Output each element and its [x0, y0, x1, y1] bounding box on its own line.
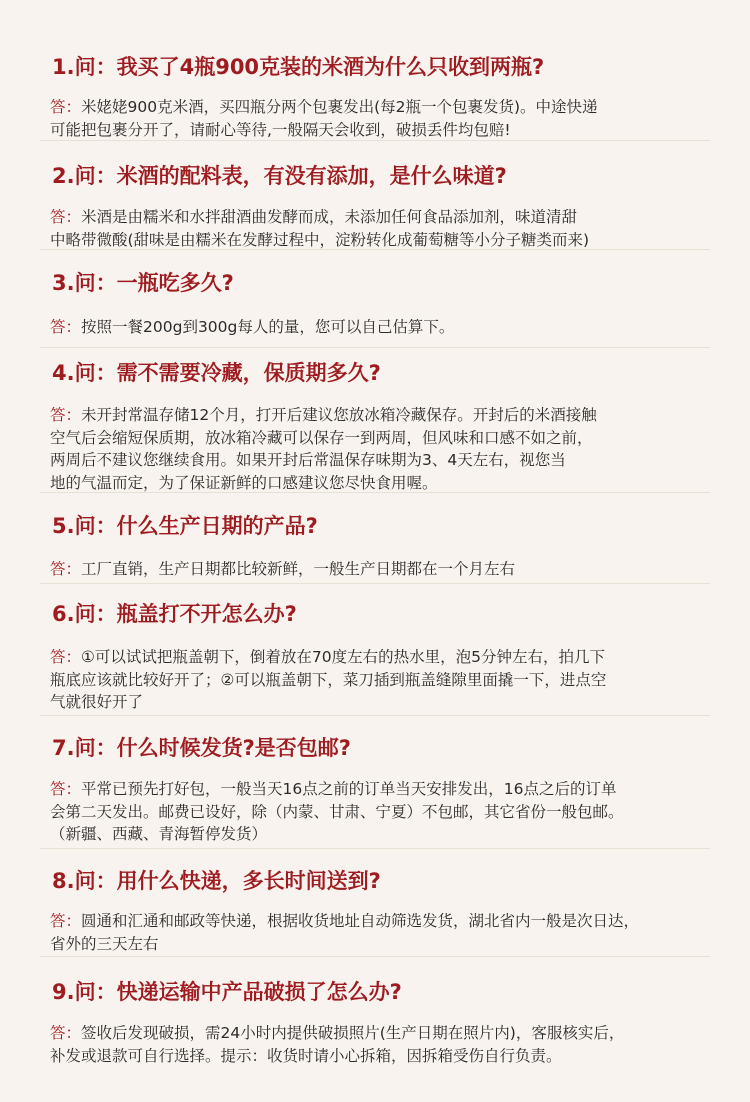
answer-line — [50, 472, 710, 495]
answer-prefix: 答： — [50, 208, 82, 226]
answer-text: 地的气温而定，为了保证新鲜的口感建议您尽快食用喔。 — [50, 473, 438, 492]
question-text: 用什么快递，多长时间送到? — [116, 869, 381, 893]
question-text: 米酒的配料表，有没有添加，是什么味道? — [116, 164, 507, 188]
faq-answer — [50, 646, 710, 714]
question-number: 7.问： — [52, 736, 117, 760]
answer-line — [50, 778, 710, 801]
faq-question — [52, 270, 234, 296]
answer-text: 省外的三天左右 — [50, 934, 159, 953]
faq-divider — [40, 492, 710, 493]
answer-text: 圆通和汇通和邮政等快递，根据收货地址自动筛选发货，湖北省内一般是次日达， — [81, 912, 640, 930]
answer-prefix: 答： — [50, 1024, 82, 1042]
answer-prefix: 答： — [50, 912, 82, 930]
answer-prefix: 答： — [50, 318, 82, 336]
answer-line — [50, 910, 710, 933]
faq-divider — [40, 140, 710, 141]
faq-divider — [40, 249, 710, 250]
answer-text: 空气后会缩短保质期，放冰箱冷藏可以保存一到两周，但风味和口感不如之前， — [50, 428, 593, 447]
faq-divider — [40, 956, 710, 957]
faq-divider — [40, 848, 710, 849]
answer-line — [50, 316, 710, 339]
question-text: 我买了4瓶900克装的米酒为什么只收到两瓶? — [116, 55, 545, 79]
question-text: 一瓶吃多久? — [116, 271, 234, 295]
answer-text: 两周后不建议您继续食用。如果开封后常温保存味期为3、4天左右，视您当 — [50, 451, 566, 469]
answer-line — [50, 1045, 710, 1068]
faq-question — [52, 735, 351, 761]
faq-divider — [40, 583, 710, 584]
answer-line — [50, 449, 710, 472]
answer-text: 米酒是由糯米和水拌甜酒曲发酵而成，未添加任何食品添加剂，味道清甜 — [81, 208, 578, 226]
faq-answer — [50, 558, 710, 581]
question-number: 1.问： — [52, 55, 117, 79]
answer-prefix: 答： — [50, 648, 82, 666]
question-number: 5.问： — [52, 514, 117, 538]
answer-text: 米姥姥900克米酒，买四瓶分两个包裹发出(每2瓶一个包裹发货)。中途快递 — [81, 98, 598, 116]
question-number: 2.问： — [52, 164, 117, 188]
question-text: 快递运输中产品破损了怎么办? — [116, 980, 402, 1004]
question-number: 8.问： — [52, 869, 117, 893]
answer-text: 签收后发现破损，需24小时内提供破损照片(生产日期在照片内)，客服核实后， — [81, 1024, 625, 1042]
answer-line — [50, 427, 710, 450]
answer-text: 会第二天发出。邮费已设好，除（内蒙、甘肃、宁夏）不包邮，其它省份一般包邮。 — [50, 802, 624, 821]
answer-prefix: 答： — [50, 780, 82, 798]
answer-text: 未开封常温存储12个月，打开后建议您放冰箱冷藏保存。开封后的米酒接触 — [81, 406, 597, 424]
answer-line — [50, 229, 710, 252]
answer-prefix: 答： — [50, 406, 82, 424]
answer-text: 可能把包裹分开了，请耐心等待,一般隔天会收到，破损丢件均包赔! — [50, 120, 511, 139]
answer-text: （新疆、西藏、青海暂停发货） — [50, 825, 268, 843]
answer-text: 工厂直销，生产日期都比较新鲜，一般生产日期都在一个月左右 — [81, 560, 516, 578]
answer-line — [50, 691, 710, 714]
faq-question — [52, 163, 507, 189]
faq-answer — [50, 404, 710, 494]
question-number: 6.问： — [52, 602, 117, 626]
faq-question — [52, 54, 544, 80]
answer-prefix: 答： — [50, 98, 82, 116]
faq-question — [52, 979, 402, 1005]
answer-line — [50, 206, 710, 229]
answer-text: 气就很好开了 — [50, 693, 144, 711]
question-text: 什么生产日期的产品? — [116, 514, 318, 538]
faq-divider — [40, 347, 710, 348]
question-text: 瓶盖打不开怎么办? — [116, 602, 297, 626]
answer-text: 中略带微酸(甜味是由糯米在发酵过程中，淀粉转化成葡萄糖等小分子糖类而来) — [50, 230, 590, 249]
answer-line — [50, 823, 710, 846]
answer-line — [50, 96, 710, 119]
answer-line — [50, 404, 710, 427]
question-number: 3.问： — [52, 271, 117, 295]
answer-text: 瓶底应该就比较好开了；②可以瓶盖朝下，菜刀插到瓶盖缝隙里面撬一下，进点空 — [50, 670, 607, 689]
faq-answer — [50, 778, 710, 846]
faq-answer — [50, 1022, 710, 1067]
answer-text: 补发或退款可自行选择。提示：收货时请小心拆箱，因拆箱受伤自行负责。 — [50, 1046, 562, 1065]
faq-answer — [50, 96, 710, 141]
answer-line — [50, 801, 710, 824]
answer-line — [50, 933, 710, 956]
answer-line — [50, 558, 710, 581]
faq-answer — [50, 910, 710, 955]
answer-line — [50, 119, 710, 142]
answer-text: ①可以试试把瓶盖朝下，倒着放在70度左右的热水里，泡5分钟左右，拍几下 — [81, 648, 605, 666]
answer-line — [50, 1022, 710, 1045]
faq-answer — [50, 206, 710, 251]
faq-question — [52, 360, 381, 386]
faq-answer — [50, 316, 710, 339]
question-number: 4.问： — [52, 361, 117, 385]
answer-line — [50, 669, 710, 692]
faq-divider — [40, 715, 710, 716]
answer-line — [50, 646, 710, 669]
answer-prefix: 答： — [50, 560, 82, 578]
answer-text: 按照一餐200g到300g每人的量，您可以自己估算下。 — [81, 318, 455, 336]
answer-text: 平常已预先打好包，一般当天16点之前的订单当天安排发出，16点之后的订单 — [81, 780, 617, 798]
faq-question — [52, 513, 318, 539]
faq-question — [52, 601, 297, 627]
question-text: 需不需要冷藏，保质期多久? — [116, 361, 381, 385]
faq-question — [52, 868, 381, 894]
question-number: 9.问： — [52, 980, 117, 1004]
question-text: 什么时候发货?是否包邮? — [116, 736, 351, 760]
